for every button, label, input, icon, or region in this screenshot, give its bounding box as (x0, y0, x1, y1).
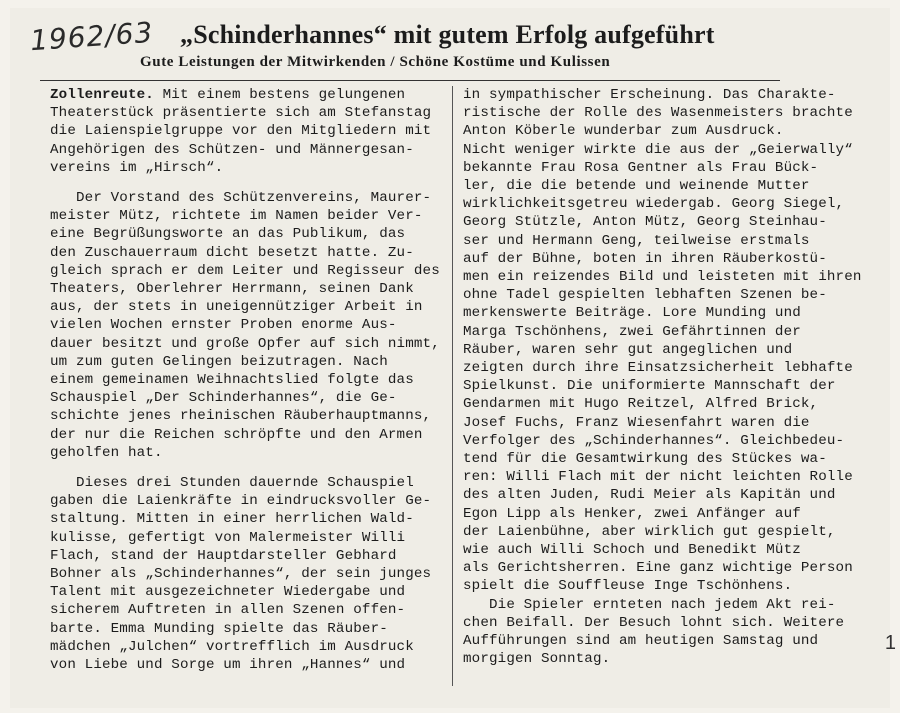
left-paragraph-1-text: Mit einem bestens gelungenen Theaterstück präsentierte sich am Stefanstag die Laienspielgruppe vor den Mitgliedern mit Angehörigen des Schützen- und Männergesan- vereins im „Hirsch“. (50, 87, 432, 176)
article-headline: „Schinderhannes“ mit gutem Erfolg aufgeführt (180, 20, 715, 49)
left-paragraph-1 (50, 86, 440, 177)
left-paragraph-2: Der Vorstand des Schützenvereins, Maurer- meister Mütz, richtete im Namen beider Ver- eine Begrüßungsworte an das Publikum, das den Zuschauerraum dicht besetzt hatte. Zu- gleich sprach er dem Leiter und Regisseur des Theaters, Oberlehrer Herrmann, seinen Dank aus, der stets in uneigennütziger Arbeit in vielen Wochen ernster Proben enorme Aus- dauer besitzt und große Opfer auf sich nimmt, um zum guten Gelingen beizutragen. Nach einem gemeinamen Weihnachtslied folgte das Schauspiel „Der Schinderhannes“, die Ge- schichte jenes rheinischen Räuberhauptmanns, der nur die Reichen schröpfte und den Armen geholfen hat. (50, 190, 440, 461)
right-column (463, 86, 883, 669)
right-paragraph-2: Die Spieler ernteten nach jedem Akt rei- chen Beifall. Der Besuch lohnt sich. Weitere Aufführungen sind am heutigen Samstag und morgigen Sonntag. (463, 596, 845, 668)
handwritten-year-note: 1962/63 (28, 15, 155, 58)
column-divider (452, 86, 453, 686)
left-column (50, 86, 440, 674)
right-paragraph-1: in sympathischer Erscheinung. Das Charakte- ristische der Rolle des Wasenmeisters brachte Anton Köberle wunderbar zum Ausdruck. Nicht weniger wirkte die aus der „Geierwally“ bekannte Frau Rosa Gentner als Frau Bück- ler, die die betende und weinende Mutter wirklichkeitsgetreu wiedergab. Georg Siegel, Georg Stützle, Anton Mütz, Georg Steinhau- ser und Hermann Geng, teilweise erstmals auf der Bühne, boten in ihren Räuberkostü- men ein reizendes Bild und leisteten mit ihren ohne Tadel gespielten lebhaften Szenen be- merkenswerte Beiträge. Lore Munding und Marga Tschönhens, zwei Gefährtinnen der Räuber, waren sehr gut angeglichen und zeigten durch ihre Einsatzsicherheit lebhafte Spielkunst. Die uniformierte Mannschaft der Gendarmen mit Hugo Reitzel, Alfred Brick, Josef Fuchs, Franz Wiesenfahrt waren die Verfolger des „Schinderhannes“. Gleichbedeu- tend für die Gesamtwirkung des Stückes wa- ren: Willi Flach mit der nicht leichten Rolle des alten Juden, Rudi Meier als Kapitän und Egon Lipp als Henker, zwei Anfänger auf der Laienbühne, aber wirklich gut gespielt, wie auch Willi Schoch und Benedikt Mütz als Gerichtsherren. Eine ganz wichtige Person spielt die Souffleuse Inge Tschönhens. (463, 87, 862, 595)
page-edge-mark: 1 (884, 632, 896, 654)
left-paragraph-3: Dieses drei Stunden dauernde Schauspiel gaben die Laienkräfte in eindrucksvoller Ge- staltung. Mitten in einer herrlichen Wald- kulisse, gefertigt von Malermeister Willi Flach, stand der Hauptdarsteller Gebhard Bohner als „Schinderhannes“, der sein junges Talent mit ausgezeichneter Wiedergabe und sicherem Auftreten in allen Szenen offen- barte. Emma Munding spielte das Räuber- mädchen „Julchen“ vortrefflich im Ausdruck von Liebe und Sorge um ihren „Hannes“ und (50, 475, 432, 674)
dateline: Zollenreute. (50, 87, 154, 103)
article-subheadline: Gute Leistungen der Mitwirkenden / Schöne Kostüme und Kulissen (140, 54, 611, 70)
headline-rule (40, 80, 780, 81)
